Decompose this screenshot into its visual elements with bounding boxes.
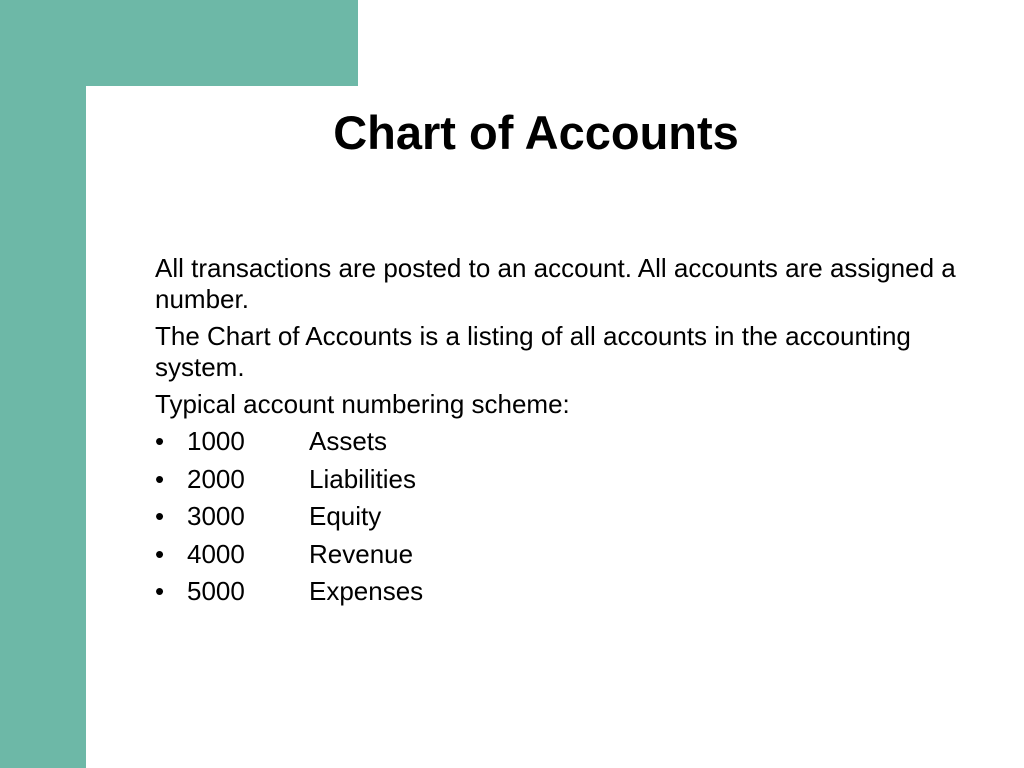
list-item xyxy=(155,464,1000,495)
account-name: Expenses xyxy=(309,576,424,606)
bullet-icon: • xyxy=(155,426,165,456)
bullet-icon: • xyxy=(155,576,165,606)
account-name: Assets xyxy=(309,426,388,456)
account-name: Equity xyxy=(309,501,382,531)
account-number: 5000 xyxy=(187,576,245,606)
paragraph-transactions: All transactions are posted to an account. All accounts are assigned a number. xyxy=(155,253,956,314)
account-number: 3000 xyxy=(187,501,245,531)
list-item xyxy=(155,501,1000,532)
accent-side-bar xyxy=(0,0,86,768)
slide-body xyxy=(155,253,1000,614)
account-number: 1000 xyxy=(187,426,245,456)
account-name: Revenue xyxy=(309,538,414,569)
bullet-icon: • xyxy=(155,463,165,494)
list-item xyxy=(155,576,1000,607)
list-item xyxy=(155,539,1000,570)
account-number: 2000 xyxy=(187,463,245,494)
paragraph-numbering-scheme: Typical account numbering scheme: xyxy=(155,389,570,419)
bullet-icon: • xyxy=(155,538,165,569)
bullet-icon: • xyxy=(155,501,165,531)
list-item xyxy=(155,426,1000,457)
account-number: 4000 xyxy=(187,538,245,569)
slide-title: Chart of Accounts xyxy=(333,106,739,159)
account-list xyxy=(155,426,1000,607)
account-name: Liabilities xyxy=(309,463,416,494)
paragraph-chart-definition: The Chart of Accounts is a listing of all accounts in the accounting system. xyxy=(155,321,911,382)
